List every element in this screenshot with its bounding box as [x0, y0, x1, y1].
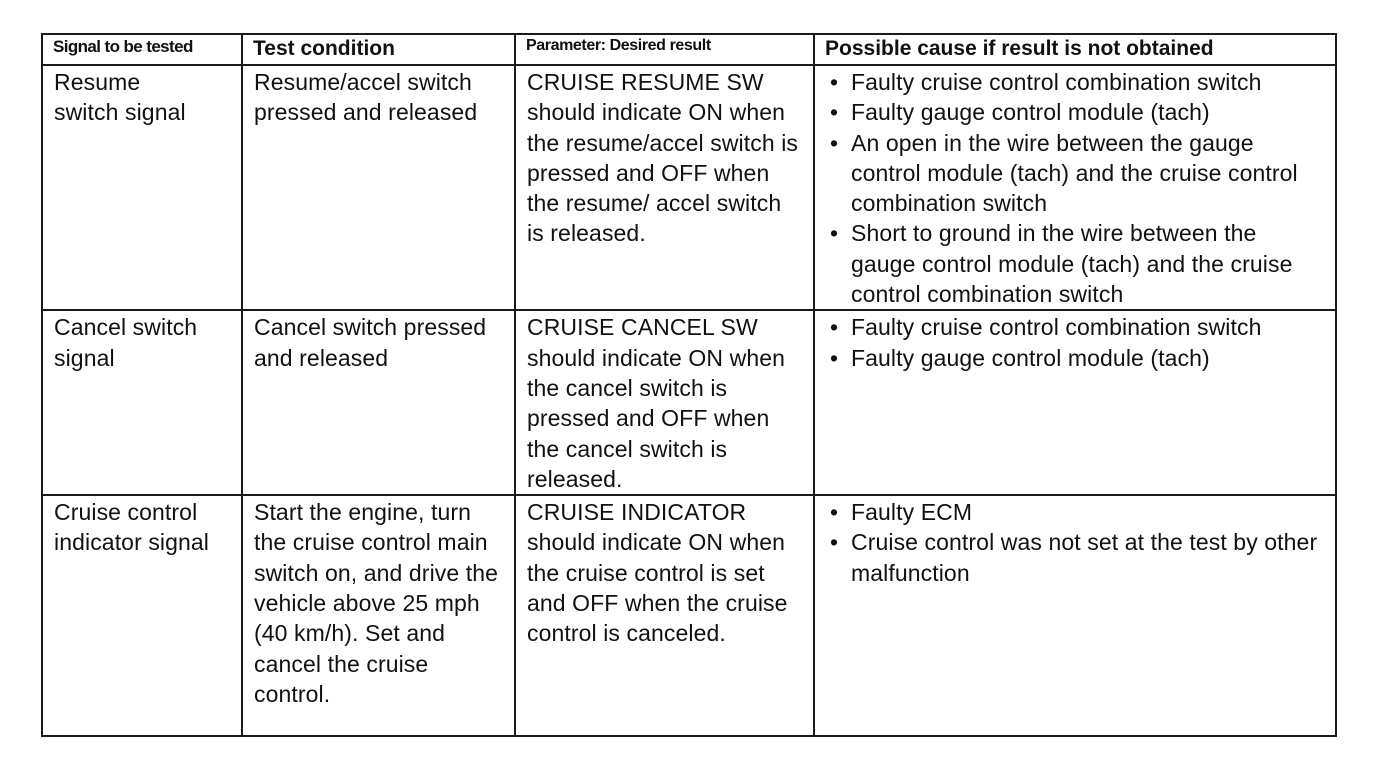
cause-item: • Faulty gauge control module (tach)	[826, 343, 1325, 373]
parameter-cell: CRUISE RESUME SW should indicate ON when the resume/accel switch is pressed and OFF when the resume/ accel switch is released.	[515, 65, 814, 310]
test-condition-cell: Cancel switch pressed and released	[242, 310, 515, 495]
signal-cell: Cruise control indicator signal	[42, 495, 242, 736]
possible-cause-cell	[814, 65, 1336, 310]
test-condition-cell: Resume/accel switch pressed and released	[242, 65, 515, 310]
test-condition-cell: Start the engine, turn the cruise control main switch on, and drive the vehicle above 25 mph (40 km/h). Set and cancel the cruise control.	[242, 495, 515, 736]
table-row	[42, 65, 1336, 310]
cause-item: • An open in the wire between the gauge control module (tach) and the cruise control combination switch	[826, 128, 1325, 219]
parameter-cell: CRUISE CANCEL SW should indicate ON when the cancel switch is pressed and OFF when the cancel switch is released.	[515, 310, 814, 495]
cause-list	[826, 67, 1325, 309]
header-test-condition: Test condition	[242, 34, 515, 65]
header-row	[42, 34, 1336, 65]
cause-list	[826, 497, 1325, 588]
cause-item: • Faulty cruise control combination switch	[826, 312, 1325, 342]
signal-cell: Resume switch signal	[42, 65, 242, 310]
possible-cause-cell	[814, 495, 1336, 736]
cause-item: • Faulty cruise control combination switch	[826, 67, 1325, 97]
possible-cause-cell	[814, 310, 1336, 495]
header-possible-cause: Possible cause if result is not obtained	[814, 34, 1336, 65]
cause-item: • Faulty gauge control module (tach)	[826, 97, 1325, 127]
parameter-cell: CRUISE INDICATOR should indicate ON when the cruise control is set and OFF when the cruise control is canceled.	[515, 495, 814, 736]
cause-item: • Faulty ECM	[826, 497, 1325, 527]
header-parameter: Parameter: Desired result	[515, 34, 814, 65]
cause-list	[826, 312, 1325, 373]
header-signal: Signal to be tested	[42, 34, 242, 65]
table-row	[42, 495, 1336, 736]
signal-cell: Cancel switch signal	[42, 310, 242, 495]
cause-item: • Cruise control was not set at the test by other malfunction	[826, 527, 1325, 588]
cause-item: • Short to ground in the wire between the gauge control module (tach) and the cruise control combination switch	[826, 218, 1325, 309]
diagnostic-table	[41, 33, 1337, 737]
table-row	[42, 310, 1336, 495]
